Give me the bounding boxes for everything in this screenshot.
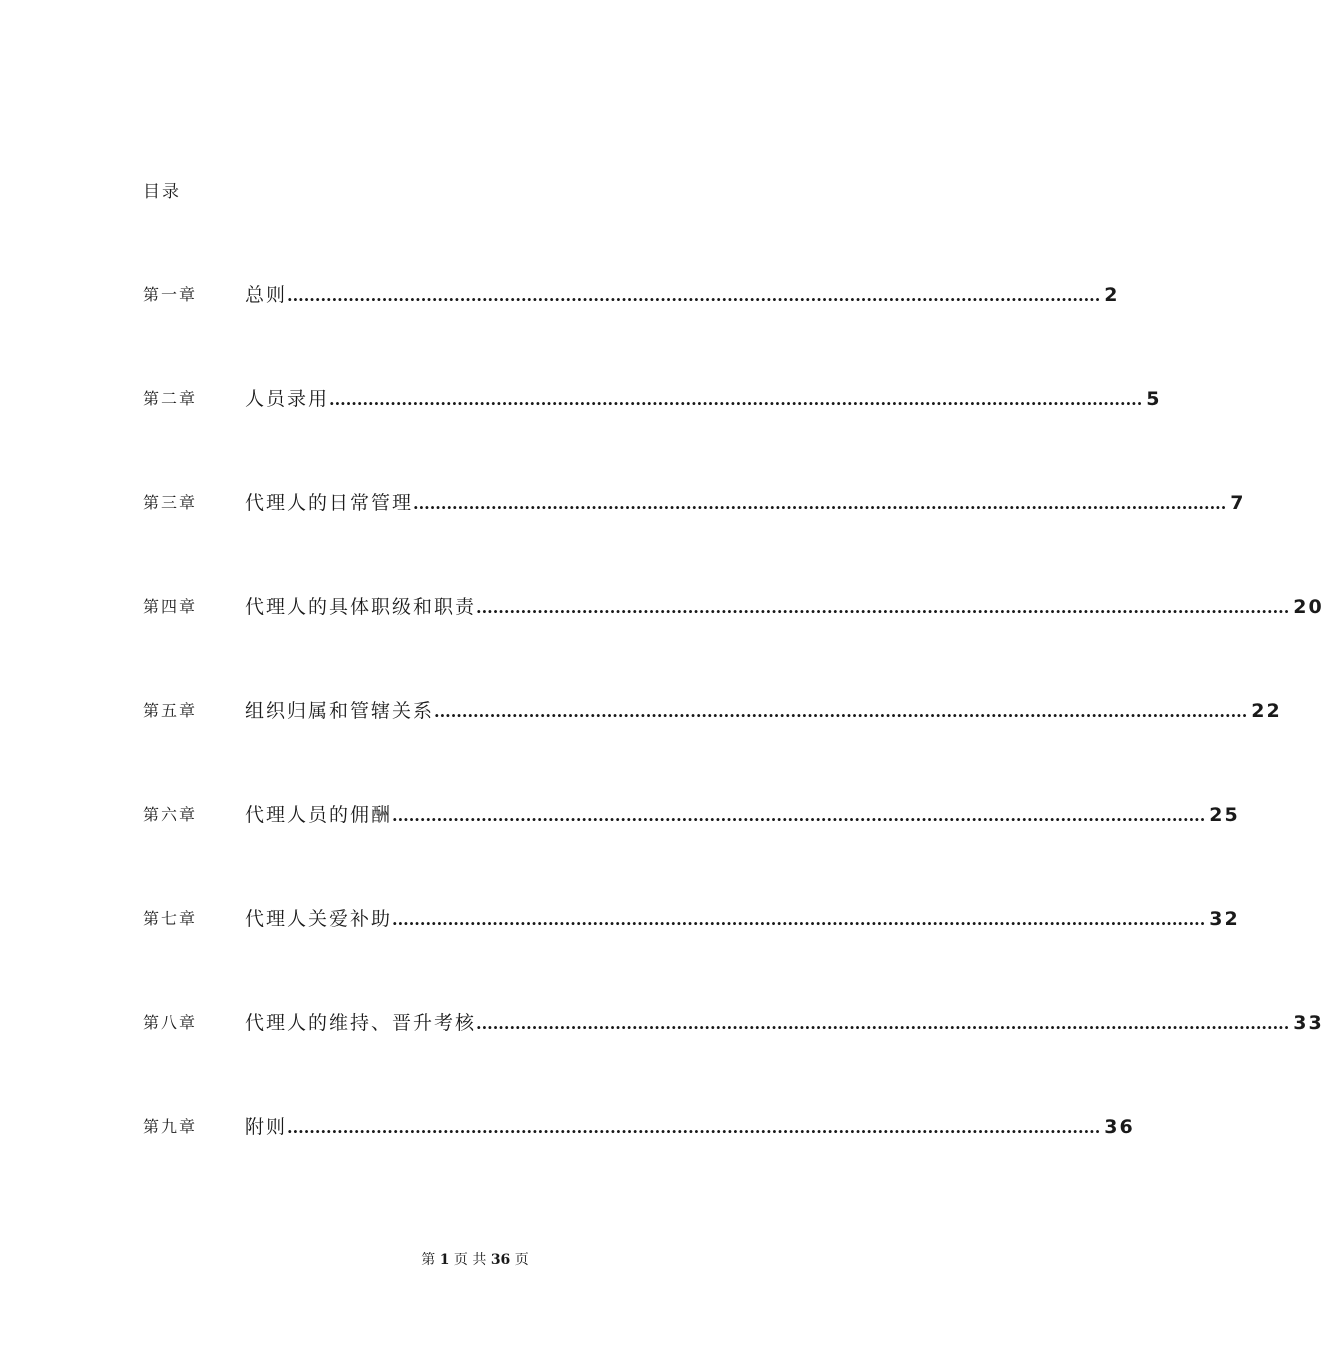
toc-line — [245, 1112, 1135, 1143]
toc-entry[interactable] — [143, 800, 1240, 830]
chapter-title: 代理人关爱补助 — [245, 908, 393, 930]
toc-entry[interactable] — [143, 904, 1240, 934]
footer-middle: 页 共 — [453, 1252, 487, 1268]
page-number: 22 — [1251, 700, 1282, 722]
page-number: 36 — [1104, 1116, 1135, 1138]
footer-total-pages: 36 — [490, 1252, 511, 1268]
leader-dots: .................................................................................................................................................. — [287, 1118, 1101, 1137]
page-number: 5 — [1146, 388, 1162, 410]
chapter-title: 人员录用 — [245, 388, 330, 410]
toc-line — [245, 592, 1324, 623]
chapter-title: 代理人员的佣酬 — [245, 804, 393, 826]
toc-line — [245, 800, 1240, 831]
leader-dots: .................................................................................................................................................. — [476, 1014, 1290, 1033]
chapter-number: 第九章 — [143, 1117, 198, 1136]
leader-dots: .................................................................................................................................................. — [392, 910, 1206, 929]
toc-entry[interactable] — [143, 1008, 1324, 1038]
toc-line — [245, 280, 1120, 311]
page-number: 25 — [1209, 804, 1240, 826]
chapter-number: 第六章 — [143, 805, 198, 824]
leader-dots: .................................................................................................................................................. — [392, 806, 1206, 825]
toc-line — [245, 696, 1282, 727]
toc-line — [245, 384, 1162, 415]
page-number: 20 — [1293, 596, 1324, 618]
toc-line — [245, 1008, 1324, 1039]
toc-entry[interactable] — [143, 384, 1162, 414]
chapter-number: 第八章 — [143, 1013, 198, 1032]
chapter-title: 组织归属和管辖关系 — [245, 700, 435, 722]
page-number: 7 — [1230, 492, 1246, 514]
toc-entry[interactable] — [143, 592, 1324, 622]
footer-prefix: 第 — [421, 1252, 436, 1268]
leader-dots: .................................................................................................................................................. — [434, 702, 1248, 721]
toc-heading: 目录 — [143, 182, 181, 202]
chapter-number: 第四章 — [143, 597, 198, 616]
toc-line — [245, 488, 1246, 519]
leader-dots: .................................................................................................................................................. — [413, 494, 1227, 513]
leader-dots: .................................................................................................................................................. — [287, 286, 1101, 305]
chapter-title: 代理人的维持、晋升考核 — [245, 1012, 477, 1034]
toc-entry[interactable] — [143, 280, 1120, 310]
chapter-title: 总则 — [245, 284, 288, 306]
toc-entry[interactable] — [143, 488, 1246, 518]
chapter-number: 第二章 — [143, 389, 198, 408]
page-footer — [0, 1249, 950, 1269]
page-number: 32 — [1209, 908, 1240, 930]
chapter-title: 代理人的日常管理 — [245, 492, 414, 514]
chapter-title: 代理人的具体职级和职责 — [245, 596, 477, 618]
toc-entry[interactable] — [143, 696, 1282, 726]
page-number: 2 — [1104, 284, 1120, 306]
page-number: 33 — [1293, 1012, 1324, 1034]
chapter-number: 第三章 — [143, 493, 198, 512]
chapter-number: 第一章 — [143, 285, 198, 304]
chapter-title: 附则 — [245, 1116, 288, 1138]
chapter-number: 第五章 — [143, 701, 198, 720]
leader-dots: .................................................................................................................................................. — [329, 390, 1143, 409]
chapter-number: 第七章 — [143, 909, 198, 928]
footer-current-page: 1 — [439, 1252, 450, 1268]
footer-suffix: 页 — [514, 1252, 529, 1268]
toc-line — [245, 904, 1240, 935]
leader-dots: .................................................................................................................................................. — [476, 598, 1290, 617]
toc-entry[interactable] — [143, 1112, 1135, 1142]
